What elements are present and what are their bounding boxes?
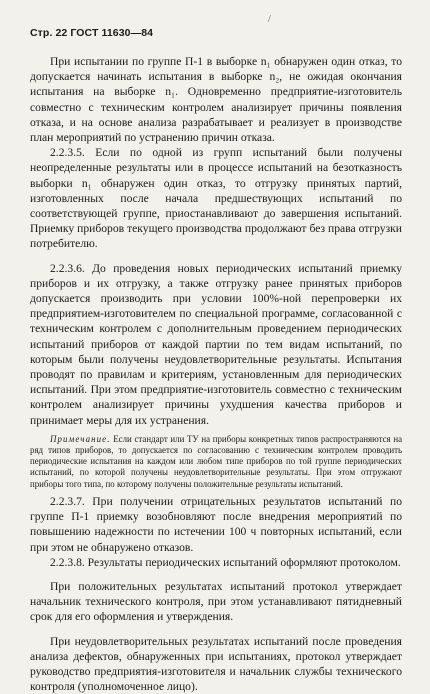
note-label: Примечание.: [50, 433, 111, 444]
note-text: Если стандарт или ТУ на приборы конкретных типов распространяются на ряд типов приборов, то допускается по согласованию с техническим контролем проводить периодические испытания на каждом или любом типе приборов по той группе периодических испытаний, по которой получены неудовлетворительные результаты. При этом отгружают приборы того типа, по которому получены положительные результаты испытаний.: [30, 433, 403, 489]
top-mark: /: [268, 14, 271, 25]
paragraph-2-2-3-6: 2.2.3.6. До проведения новых периодических испытаний приемку приборов и их отгрузку, а также отгрузку ранее принятых приборов допускается производить при условии 100%-ной перепроверки их предприятием-изготовителем по специальной программе, согласованной с техническим контролем с дополнительным проведением периодических испытаний приборов от каждой партии по тем видам испытаний, по которым были получены неудовлетворительные результаты. Испытания проводят по правилам и критериям, установленным для периодических испытаний. При этом предприятие-изготовитель совместно с техническим контролем анализирует причины ухудшения качества приборов и принимает меры для их устранения.: [30, 261, 402, 427]
paragraph-positive-results: При положительных результатах испытаний протокол утверждает начальник технического контроля, при этом устанавливают пятидневный срок для его оформления и утверждения.: [30, 579, 402, 624]
paragraph-2-2-3-8: 2.2.3.8. Результаты периодических испытаний оформляют протоколом.: [50, 555, 401, 569]
page-header: Стр. 22 ГОСТ 11630—84: [30, 27, 154, 39]
paragraph-continuation: При испытании по группе П-1 в выборке n₁ обнаружен один отказ, то допускается начинать испытания в выборке n₂, не ожидая окончания испытания на выборке n₁. Одновременно предприятие-изготовитель совместно с техническим контролем анализирует причины появления отказа, и на основе анализа разрабатывает и реализует в производстве план мероприятий по устранению причин отказа.: [30, 55, 402, 145]
note-paragraph: [30, 434, 402, 490]
paragraph-2-2-3-5: 2.2.3.5. Если по одной из групп испытаний были получены неопределенные результаты или в процессе испытаний на безотказность выборки n₁ обнаружен один отказ, то отгрузку принятых партий, изготовленных после начала предшествующих испытаний по соответствующей группе, приостанавливают до завершения испытаний. Приемку приборов текущего производства продолжают без права отгрузки потребителю.: [30, 146, 402, 251]
paragraph-negative-results: При неудовлетворительных результатах испытаний после проведения анализа дефектов, обнаруженных при испытаниях, протокол утверждает руководство предприятия-изготовителя и начальник службы технического контроля (уполномоченное лицо).: [30, 634, 402, 694]
paragraph-2-2-3-7: 2.2.3.7. При получении отрицательных результатов испытаний по группе П-1 приемку возобновляют после внедрения мероприятий по повышению надежности по истечении 100 ч повторных испытаний, если при этом не обнаружено отказов.: [30, 494, 402, 554]
document-body: [30, 54, 402, 694]
